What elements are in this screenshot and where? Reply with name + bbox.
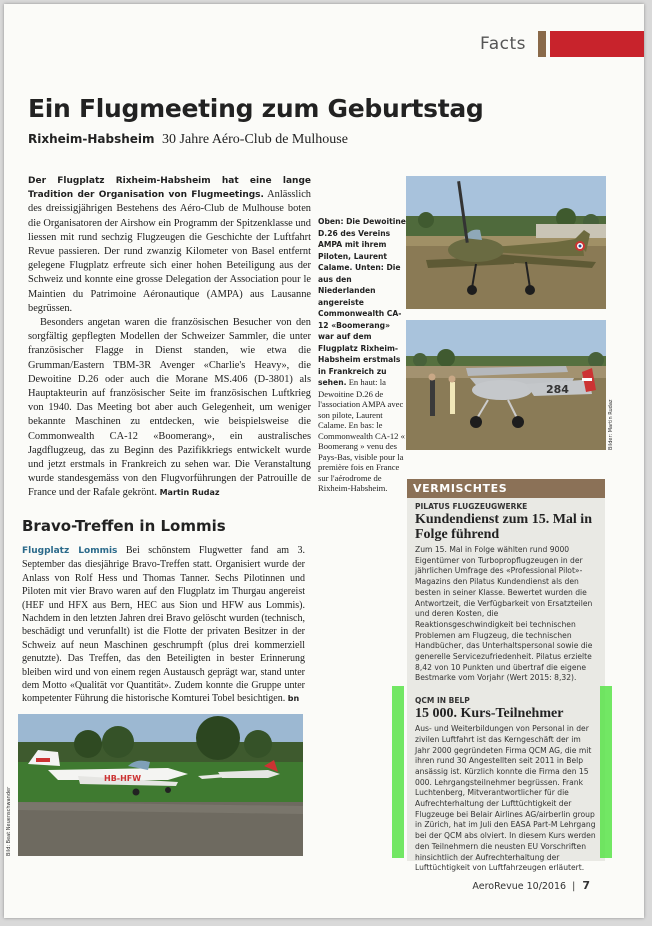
article-title: Ein Flugmeeting zum Geburtstag: [28, 94, 484, 123]
article-body: [28, 174, 311, 501]
bravo-body: [22, 544, 305, 706]
sidebar-header: VERMISCHTES: [407, 479, 605, 498]
sidebar-item2-body: Aus- und Weiterbildungen von Personal in der zivilen Luftfahrt ist das Kerngeschäft der im Jahr 2000 gegründeten Firma QCM AG, die mit ihren rund 30 Angestellten seit 2011 in Belp ansässig ist. Kürzlich konnte die Firma den 15 000. Lehrgangsteilnehmer begrüssen. Frank Luchtenberg, Mitverantwortlicher für die Aufrechterhaltung der Lufttüchtigkeit der Flugzeuge bei Belair Airlines AG/airberlin group in Zürich, hat im Juli den EASA Part-M Lehrgang bei der QCM abs olviert. In diesem Kurs werden den Teilnehmern die neusten EU Vorschriften hinsichtlich der Aufrechterhaltung der Lufttüchtigkeit von Luftfahrzeugen erläutert.: [415, 724, 596, 873]
bravo-author: bn: [287, 694, 300, 704]
article-paragraph-2: Besonders angetan waren die französischen Besucher von den sorgfältig gepflegten Modellen der Schweizer Sammler, die unter französischer Flagge in Dienst standen, wie etwa die Grumman/Eastern TBM-3R Avenger «Charlie's Heavy», die Dewoitine D.26 oder auch die Morane MS.406 (D-3801) als Hauptakteurin auf französischer Seite im französischen Luftkrieg von 1940. Das Meeting bot aber auch Gelegenheit, um weniger bekannte Maschinen zu entdecken, wie beispielsweise die Commonwealth CA-12 «Boomerang», ein australisches Jagdflugzeug, das zu Beginn des Pazifikkriegs entwickelt wurde und jetzt erstmals in Frankreich zu sehen war. Die Veranstaltung wurde standesgemäss von den Flugvorführungen der Patrouille de France und der Rafale gekrönt.: [28, 317, 311, 499]
dewoitine-image: [406, 176, 606, 309]
sidebar-item2-kicker: QCM IN BELP: [415, 696, 470, 706]
page-footer: [472, 879, 590, 892]
bravo-title: Bravo-Treffen in Lommis: [22, 517, 226, 535]
magazine-page: [4, 4, 644, 918]
highlight-marker-right: [600, 686, 612, 858]
bravo-text: Bei schönstem Flugwetter fand am 3. September das diesjährige Bravo-Treffen statt. Organisiert wurde der Anlass von Rolf Hess und Thomas Tanner. Sechs Pilotinnen und Piloten mit vier Bravo waren auf den Flugplatz im Thurgau angereist (HEF und HFX aus Bern, HEC aus Sion und HFW aus Lommis). Nachdem in den letzten Jahren drei Bravo gelöscht wurden (technisch, beschädigt und verunfallt) ist die Flotte der privaten Besitzer in der Schweiz auf neun Maschinen geschrumpft (plus drei kommerziell genutzte). Das Treffen, das den Beteiligten in bester Erinnerung bleiben wird und von einem regen Austausch geprägt war, stand unter dem Motto «Qualität vor Quantität». Zudem konnte die Gruppe unter kompetenter Führung die historische Komturei Tobel besichtigen.: [22, 545, 305, 705]
boomerang-image: [406, 320, 606, 450]
bravo-lead: Flugplatz Lommis: [22, 546, 118, 556]
bravo-registration: HB-HFW: [104, 774, 142, 783]
sidebar-vermischtes: [407, 479, 605, 873]
highlight-marker-left: [392, 686, 404, 858]
footer-publication: AeroRevue 10/2016: [472, 881, 567, 892]
section-bar-red: [550, 31, 644, 57]
photo-credit-rudaz: Bilder: Martin Rudaz: [608, 399, 614, 450]
photo-dewoitine: [406, 176, 606, 309]
article-author: Martin Rudaz: [159, 488, 220, 498]
photo-caption: [318, 216, 406, 494]
page-number: 7: [582, 879, 590, 892]
article-paragraph-1: Anlässlich des dreissigjährigen Bestehens des Aéro-Club de Mulhouse boten die Organisatoren der Airshow ein Programm der Spitzenklasse und liessen mit rund sechzig Flugzeugen die Geschichte der Luftfahrt Revue passieren. Der rund zwanzig Kilometer von Basel entfernt gelegene Flugplatz erfreute sich einer hohen Beteiligung aus der Schweiz und konnte eine grosse Delegation der Association pour le Maintien du Patrimoine Aéronautique (AMPA) aus Lausanne begrüssen.: [28, 189, 312, 314]
article-subtitle: [28, 132, 348, 148]
sidebar-item2-headline: 15 000. Kurs-Teilnehmer: [415, 706, 564, 722]
caption-german: Oben: Die Dewoitine D.26 des Vereins AMPA mit ihrem Piloten, Laurent Calame. Unten: Die aus den Niederlanden angereiste Commonwealth CA-12 «Boomerang» war auf dem Flugplatz Rixheim-Habsheim erstmals in Frankreich zu sehen.: [318, 217, 406, 387]
sidebar-item1-kicker: PILATUS FLUGZEUGWERKE: [415, 502, 528, 511]
photo-bravo: [18, 714, 303, 856]
subtitle-rest: 30 Jahre Aéro-Club de Mulhouse: [162, 132, 348, 147]
article-lead: Der Flugplatz Rixheim-Habsheim hat eine lange Tradition der Organisation von Flugmeetings.: [28, 176, 311, 201]
caption-french: En haut: la Dewoitine D.26 de l'association AMPA avec son pilote, Laurent Calame. En bas: le Commonwealth CA-12 « Boomerang » venu des Pays-Bas, visible pour la première fois en France sur l'aérodrome de Rixheim-Habsheim.: [318, 377, 405, 493]
section-label: Facts: [479, 34, 526, 54]
footer-separator: |: [572, 881, 576, 892]
photo-boomerang: [406, 320, 606, 450]
sidebar-item1-headline: Kundendienst zum 15. Mal in Folge führend: [415, 512, 592, 542]
subtitle-location: Rixheim-Habsheim: [28, 132, 155, 146]
boomerang-code: 284: [546, 383, 569, 396]
section-bar-brown: [538, 31, 546, 57]
sidebar-item1-body: Zum 15. Mal in Folge wählten rund 9000 Eigentümer von Turbopropflugzeugen in der jährlichen Umfrage des «Professional Pilot»-Magazins den Pilatus Kundendienst als den besten in seiner Klasse. Bewertet wurden die Antwortzeit, die Verfügbarkeit von Ersatzteilen und deren Kosten, die Reaktionsgeschwindigkeit bei technischen Problemen am Flugzeug, die technischen Handbücher, das Unterhaltspersonal sowie die generelle Servicezufriedenheit. Pilatus erzielte 8,42 von 10 Punkten und übertraf die eigene Bestmarke vom Vorjahr (Wert 2015: 8,32).: [415, 545, 593, 683]
photo-credit-neuenschwander: Bild: Beat Neuenschwander: [6, 786, 12, 856]
bravo-image: [18, 714, 303, 856]
